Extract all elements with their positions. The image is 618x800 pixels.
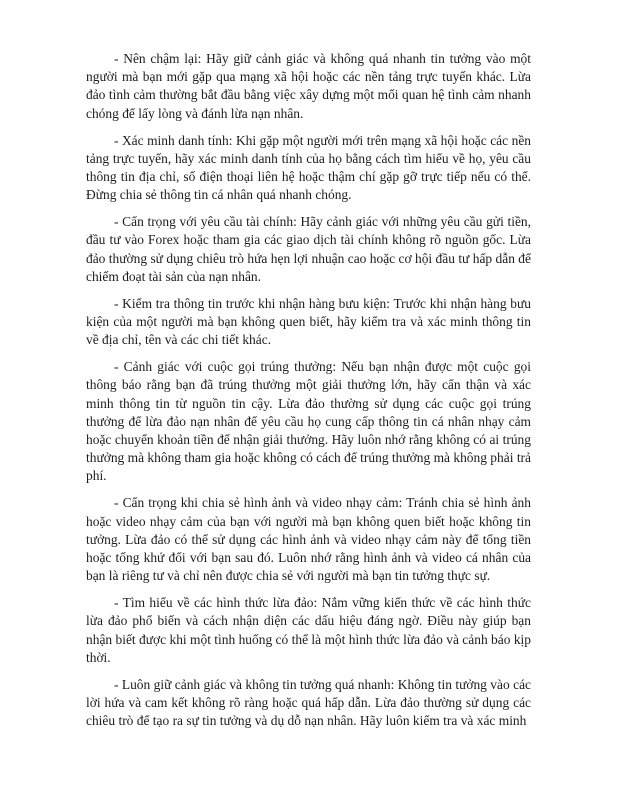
paragraph-slow-down: - Nên chậm lại: Hãy giữ cảnh giác và không quá nhanh tin tưởng vào một người mà bạn mới gặp qua mạng xã hội hoặc các nền tảng trực tuyến khác. Lừa đảo tình cảm thường bắt đầu bằng việc xây dựng một mối quan hệ tình cảm nhanh chóng để lấy lòng và đánh lừa nạn nhân. [86,51,531,121]
paragraph-check-parcel: - Kiểm tra thông tin trước khi nhận hàng bưu kiện: Trước khi nhận hàng bưu kiện của một người mà bạn không quen biết, hãy kiểm tra và xác minh thông tin về địa chỉ, tên và các chi tiết khác. [86,295,531,348]
paragraph-prize-calls: - Cảnh giác với cuộc gọi trúng thưởng: Nếu bạn nhận được một cuộc gọi thông báo rằng bạn đã trúng thưởng một giải thưởng lớn, hãy cẩn thận và xác minh thông tin từ nguồn tin cậy. Lừa đảo thường sử dụng các cuộc gọi trúng thưởng để lừa đảo nạn nhân để yêu cầu họ cung cấp thông tin cá nhân nhạy cảm hoặc chuyển khoản tiền để nhận giải thưởng. Hãy luôn nhớ rằng không có ai trúng thưởng mà không tham gia hoặc không có cách để trúng thưởng mà không phải trả phí. [86,359,531,484]
paragraph-stay-alert: - Luôn giữ cảnh giác và không tin tưởng quá nhanh: Không tin tưởng vào các lời hứa và cam kết không rõ ràng hoặc quá hấp dẫn. Lừa đảo thường sử dụng các chiêu trò để tạo ra sự tin tưởng và dụ dỗ nạn nhân. Hãy luôn kiểm tra và xác minh [86,676,531,729]
paragraph-learn-scams: - Tìm hiểu về các hình thức lừa đảo: Nắm vững kiến thức về các hình thức lừa đảo phổ biến và cách nhận diện các dấu hiệu đáng ngờ. Điều này giúp bạn nhận biết được khi một tình huống có thể là một hình thức lừa đảo và cảnh báo kịp thời. [86,595,531,665]
paragraph-financial-requests: - Cẩn trọng với yêu cầu tài chính: Hãy cảnh giác với những yêu cầu gửi tiền, đầu tư vào Forex hoặc tham gia các giao dịch tài chính không rõ nguồn gốc. Lừa đảo thường sử dụng chiêu trò hứa hẹn lợi nhuận cao hoặc cơ hội đầu tư hấp dẫn để chiếm đoạt tài sản của nạn nhân. [86,214,531,284]
paragraph-sensitive-media: - Cẩn trọng khi chia sẻ hình ảnh và video nhạy cảm: Tránh chia sẻ hình ảnh hoặc video nhạy cảm của bạn với người mà bạn không quen biết hoặc không tin tưởng. Lừa đảo có thể sử dụng các hình ảnh và video nhạy cảm này để tống tiền hoặc tống khứ đối với bạn sau đó. Luôn nhớ rằng hình ảnh và video cá nhân của bạn là riêng tư và chỉ nên được chia sẻ với người mà bạn tin tưởng thực sự. [86,495,531,584]
paragraph-verify-identity: - Xác minh danh tính: Khi gặp một người mới trên mạng xã hội hoặc các nền tảng trực tuyến, hãy xác minh danh tính của họ bằng cách tìm hiểu về họ, yêu cầu thông tin địa chỉ, số điện thoại liên hệ hoặc thậm chí gặp gỡ trực tiếp nếu có thể. Đừng chia sẻ thông tin cá nhân quá nhanh chóng. [86,132,531,203]
document-body [86,50,531,739]
